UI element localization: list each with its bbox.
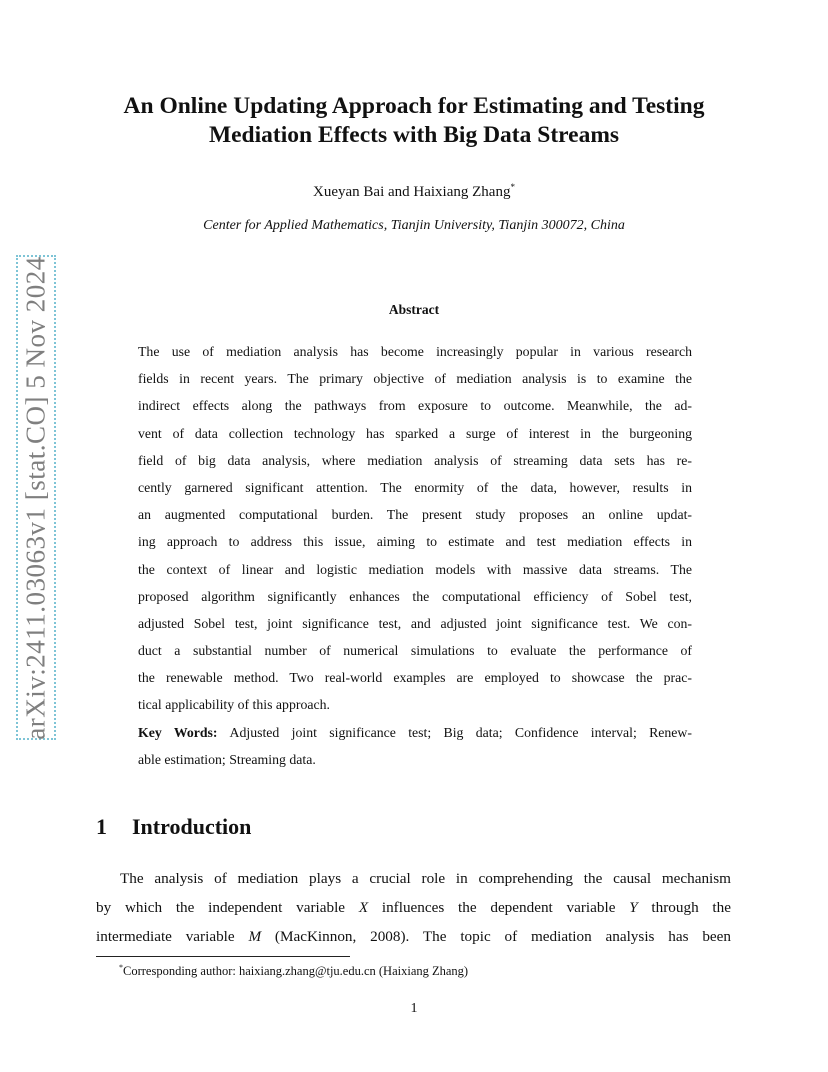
abstract-line: duct a substantial number of numerical simulations to evaluate the performance of	[138, 643, 692, 659]
variable-m: M	[248, 928, 262, 945]
author-names: Xueyan Bai and Haixiang Zhang	[313, 184, 511, 200]
abstract-line: proposed algorithm significantly enhances the computational efficiency of Sobel test,	[138, 588, 692, 604]
title-line-1: An Online Updating Approach for Estimating and Testing	[123, 93, 705, 119]
footnote-text: Corresponding author: haixiang.zhang@tju.edu.cn (Haixiang Zhang)	[123, 964, 469, 978]
abstract-line: tical applicability of this approach.	[138, 697, 330, 713]
abstract-heading: Abstract	[388, 302, 440, 317]
keywords	[138, 719, 692, 773]
abstract-line: an augmented computational burden. The present study proposes an online updat-	[138, 507, 692, 523]
section-number: 1	[96, 814, 107, 839]
section-heading	[96, 812, 251, 842]
author-affiliation: Center for Applied Mathematics, Tianjin University, Tianjin 300072, China	[203, 218, 625, 233]
abstract-body	[138, 338, 692, 719]
variable-y: Y	[629, 899, 638, 916]
keywords-text-1: Adjusted joint significance test; Big data; Confidence interval; Renew-	[229, 725, 692, 740]
abstract-line: ing approach to address this issue, aiming to estimate and test mediation effects in	[138, 534, 692, 550]
intro-text: through the	[637, 899, 731, 916]
keywords-label: Key Words:	[138, 725, 218, 740]
intro-text: (MacKinnon, 2008). The topic of mediation analysis has been	[261, 928, 731, 945]
intro-line-3	[96, 922, 731, 951]
variable-x: X	[358, 899, 369, 916]
footnote-mark: *	[119, 963, 123, 972]
footnote-rule	[96, 956, 350, 957]
abstract-line: indirect effects along the pathways from exposure to outcome. Meanwhile, the ad-	[138, 398, 692, 414]
author-list	[0, 177, 828, 202]
title-line-2: Mediation Effects with Big Data Streams	[208, 122, 620, 148]
abstract-line: the context of linear and logistic mediation models with massive data streams. The	[138, 561, 692, 577]
footnote	[119, 959, 468, 980]
intro-text: influences the dependent variable	[368, 899, 630, 916]
intro-text: intermediate variable	[96, 928, 249, 945]
introduction-paragraph	[96, 864, 731, 951]
abstract-line: fields in recent years. The primary objective of mediation analysis is to examine the	[138, 371, 692, 387]
corresponding-author-mark: *	[510, 182, 515, 192]
abstract-line: adjusted Sobel test, joint significance test, and adjusted joint significance test. We con-	[138, 615, 692, 631]
intro-line-1: The analysis of mediation plays a crucial role in comprehending the causal mechanism	[120, 870, 731, 887]
keywords-line-1	[138, 719, 692, 746]
abstract-line: The use of mediation analysis has become increasingly popular in various research	[138, 344, 692, 359]
paper-title	[80, 92, 748, 150]
arxiv-identifier-text: arXiv:2411.03063v1 [stat.CO] 5 Nov 2024	[20, 255, 51, 740]
intro-line-2	[96, 893, 731, 922]
abstract-line: vent of data collection technology has sparked a surge of interest in the burgeoning	[138, 425, 692, 441]
page-number: 1	[410, 1001, 418, 1016]
abstract-line: field of big data analysis, where mediation analysis of streaming data sets has re-	[138, 452, 692, 468]
abstract-line: the renewable method. Two real-world examples are employed to showcase the prac-	[138, 670, 692, 686]
keywords-text-2: able estimation; Streaming data.	[138, 752, 316, 768]
arxiv-identifier-stamp	[16, 255, 56, 740]
abstract-line: cently garnered significant attention. The enormity of the data, however, results in	[138, 479, 692, 495]
intro-text: by which the independent variable	[96, 899, 359, 916]
section-title: Introduction	[132, 814, 252, 839]
